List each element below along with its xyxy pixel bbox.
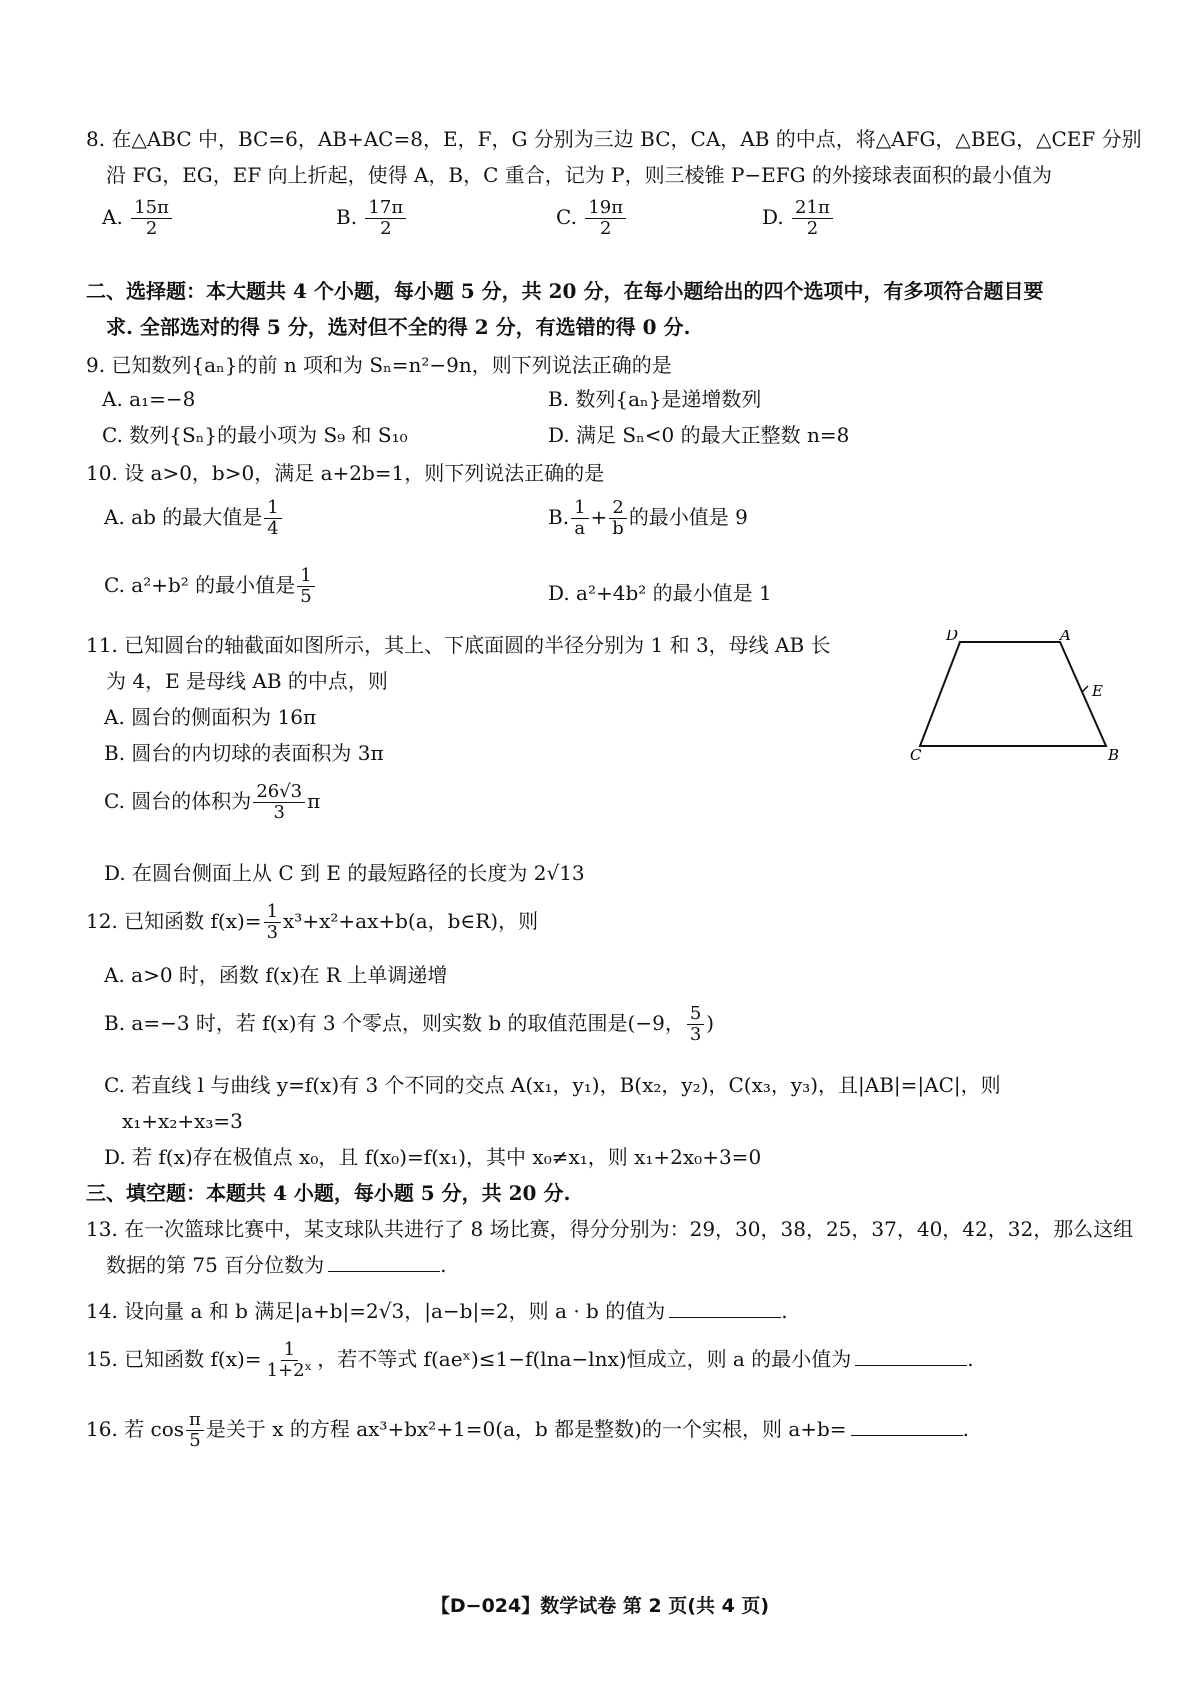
page-footer: 【D−024】数学试卷 第 2 页(共 4 页) xyxy=(430,1595,770,1617)
label-b: B xyxy=(1108,746,1120,760)
q16-answer-blank xyxy=(851,1415,963,1436)
q11-option-c: C. 圆台的体积为 $\frac{26√3}{3}$ π xyxy=(104,781,321,823)
q12-option-c-line2: x₁+x₂+x₃=3 xyxy=(122,1109,243,1133)
q12-option-c-line1: C. 若直线 l 与曲线 y=f(x)有 3 个不同的交点 A(x₁，y₁)，B(x₂，y₂)，C(x₃，y₃)，且|AB|=|AC|，则 xyxy=(104,1073,1001,1097)
q16-fraction: $\frac{\pi}{5}$ xyxy=(186,1410,204,1451)
trapezoid-outline xyxy=(920,642,1106,746)
q10-option-a-fraction: $\frac{1}{4}$ xyxy=(264,498,281,539)
q15-fraction: $\frac{1}{\text{1+2ˣ}}$ xyxy=(266,1339,313,1381)
q10-option-a: A. ab 的最大值是 $\frac{1}{4}$ xyxy=(104,498,284,539)
q10-option-c-fraction: $\frac{1}{5}$ xyxy=(297,566,314,607)
label-a: A xyxy=(1060,630,1071,644)
label-d: D xyxy=(946,630,959,644)
q8-option-c-fraction: $\frac{19\pi}{2}$ xyxy=(585,198,626,239)
q9-option-b: B. 数列{aₙ}是递增数列 xyxy=(548,387,762,411)
q12-option-d: D. 若 f(x)存在极值点 x₀，且 f(x₀)=f(x₁)，其中 x₀≠x₁，则 x₁+2x₀+3=0 xyxy=(104,1145,762,1169)
q12-option-a: A. a>0 时，函数 f(x)在 R 上单调递增 xyxy=(104,963,448,987)
q13-line2: 数据的第 75 百分位数为 . xyxy=(106,1253,447,1277)
q12-option-b: B. a=−3 时，若 f(x)有 3 个零点，则实数 b 的取值范围是(−9， $\frac{5}{3}$ ) xyxy=(104,1003,715,1045)
q11-option-b: B. 圆台的内切球的表面积为 3π xyxy=(104,741,384,765)
q15-text: 15. 已知函数 f(x)= $\frac{1}{\text{1+2ˣ}}$ ，若不等式 f(aeˣ)≤1−f(lna−lnx)恒成立，则 a 的最小值为 . xyxy=(86,1339,974,1381)
q10-option-b-fraction2: $\frac{2}{b}$ xyxy=(609,498,627,539)
q11-option-d: D. 在圆台侧面上从 C 到 E 的最短路径的长度为 2√13 xyxy=(104,861,585,885)
q14-text: 14. 设向量 a 和 b 满足|a+b|=2√3，|a−b|=2，则 a · b 的值为 . xyxy=(86,1299,788,1323)
q8-option-b: B. $\frac{17\pi}{2}$ xyxy=(336,198,408,239)
q8-option-b-fraction: $\frac{17\pi}{2}$ xyxy=(365,198,406,239)
q15-answer-blank xyxy=(855,1345,967,1366)
q9-stem: 9. 已知数列{aₙ}的前 n 项和为 Sₙ=n²−9n，则下列说法正确的是 xyxy=(86,353,672,377)
q11-line2: 为 4，E 是母线 AB 的中点，则 xyxy=(106,669,388,693)
q8-option-a: A. $\frac{15\pi}{2}$ xyxy=(102,198,174,239)
q16-text: 16. 若 cos $\frac{\pi}{5}$ 是关于 x 的方程 ax³+bx²+1=0(a，b 都是整数)的一个实根，则 a+b= . xyxy=(86,1409,969,1451)
q10-option-b: B. $\frac{1}{a}$ + $\frac{2}{b}$ 的最小值是 9 xyxy=(548,497,748,539)
q12-stem: 12. 已知函数 f(x)= $\frac{1}{3}$ x³+x²+ax+b(a，b∈R)，则 xyxy=(86,901,539,943)
q10-stem: 10. 设 a>0，b>0，满足 a+2b=1，则下列说法正确的是 xyxy=(86,461,605,485)
q14-answer-blank xyxy=(669,1297,781,1318)
section3-heading: 三、填空题：本题共 4 小题，每小题 5 分，共 20 分. xyxy=(86,1181,571,1205)
q11-option-c-fraction: $\frac{26√3}{3}$ xyxy=(253,782,305,823)
label-c: C xyxy=(910,746,922,760)
q8-option-d-fraction: $\frac{21\pi}{2}$ xyxy=(792,198,833,239)
q8-option-a-fraction: $\frac{15\pi}{2}$ xyxy=(131,198,172,239)
point-e-tick xyxy=(1082,686,1088,692)
q11-trapezoid-figure xyxy=(910,630,1120,760)
q9-option-c: C. 数列{Sₙ}的最小项为 S₉ 和 S₁₀ xyxy=(102,423,408,447)
q9-option-a: A. a₁=−8 xyxy=(102,387,196,411)
q9-option-d: D. 满足 Sₙ<0 的最大正整数 n=8 xyxy=(548,423,850,447)
q11-option-a: A. 圆台的侧面积为 16π xyxy=(104,705,317,729)
q10-option-b-fraction1: $\frac{1}{a}$ xyxy=(571,498,588,539)
q11-line1: 11. 已知圆台的轴截面如图所示，其上、下底面圆的半径分别为 1 和 3，母线 AB 长 xyxy=(86,633,831,657)
q10-option-c: C. a²+b² 的最小值是 $\frac{1}{5}$ xyxy=(104,566,317,607)
q8-option-d: D. $\frac{21\pi}{2}$ xyxy=(762,198,835,239)
q13-line1: 13. 在一次篮球比赛中，某支球队共进行了 8 场比赛，得分分别为：29，30，38，25，37，40，42，32，那么这组 xyxy=(86,1217,1134,1241)
q10-option-d: D. a²+4b² 的最小值是 1 xyxy=(548,581,772,605)
q8-option-c: C. $\frac{19\pi}{2}$ xyxy=(556,198,628,239)
q12-stem-fraction: $\frac{1}{3}$ xyxy=(264,902,281,943)
section2-heading-line1: 二、选择题：本大题共 4 个小题，每小题 5 分，共 20 分，在每小题给出的四个选项中，有多项符合题目要 xyxy=(86,279,1044,303)
q13-answer-blank xyxy=(328,1251,440,1272)
q8-line2: 沿 FG，EG，EF 向上折起，使得 A，B，C 重合，记为 P，则三棱锥 P−EFG 的外接球表面积的最小值为 xyxy=(106,163,1052,187)
q8-line1: 8. 在△ABC 中，BC=6，AB+AC=8，E，F，G 分别为三边 BC，CA，AB 的中点，将△AFG，△BEG，△CEF 分别 xyxy=(86,127,1142,151)
section2-heading-line2: 求. 全部选对的得 5 分，选对但不全的得 2 分，有选错的得 0 分. xyxy=(106,315,691,339)
q12-option-b-fraction: $\frac{5}{3}$ xyxy=(687,1004,704,1045)
label-e: E xyxy=(1092,682,1103,700)
